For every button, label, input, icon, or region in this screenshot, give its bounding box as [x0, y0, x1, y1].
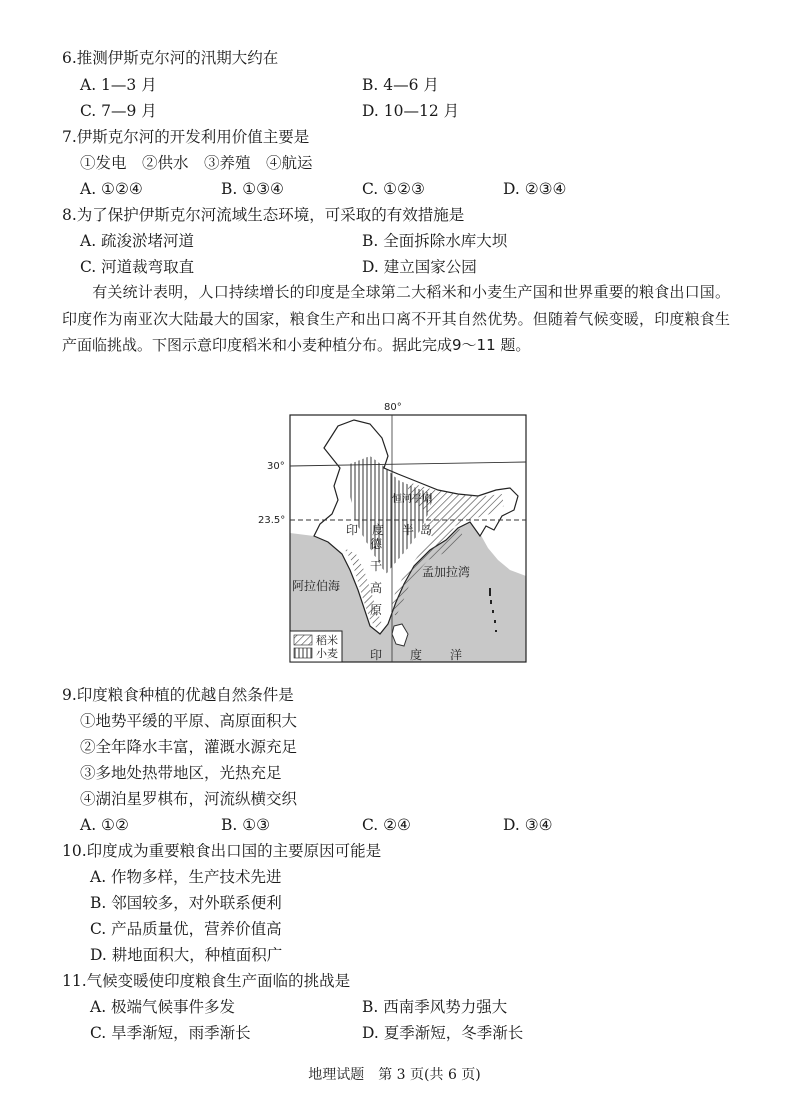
q10-option-c[interactable]: C. 产品质量优，营养价值高 — [90, 920, 282, 938]
question-11-stem: 11.气候变暖使印度粮食生产面临的挑战是 — [62, 972, 351, 990]
q9-item-2: ②全年降水丰富，灌溉水源充足 — [80, 738, 298, 756]
label-peninsula-4: 岛 — [420, 523, 433, 537]
q10-option-d[interactable]: D. 耕地面积大，种植面积广 — [90, 946, 283, 964]
label-peninsula-3: 半 — [402, 523, 415, 537]
passage-text: 有关统计表明，人口持续增长的印度是全球第二大稻米和小麦生产国和世界重要的粮食出口国。印度作为南亚次大陆最大的国家，粮食生产和出口离不开其自然优势。但随着气候变暖，印度粮食生产面临挑战。下图示意印度稻米和小麦种植分布。据此完成9～11 题。 — [62, 283, 730, 354]
q9-item-3: ③多地处热带地区，光热充足 — [80, 764, 282, 782]
label-deccan-2: 干 — [370, 559, 383, 573]
map-legend — [290, 631, 342, 662]
q8-option-b[interactable]: B. 全面拆除水库大坝 — [362, 232, 508, 250]
label-indian-ocean-2: 度 — [410, 648, 423, 662]
question-10-stem: 10.印度成为重要粮食出口国的主要原因可能是 — [62, 842, 382, 860]
q9-option-d[interactable]: D. ③④ — [503, 816, 553, 834]
label-peninsula-1: 印 — [346, 523, 359, 537]
question-9-stem: 9.印度粮食种植的优越自然条件是 — [62, 686, 294, 704]
question-7-stem: 7.伊斯克尔河的开发利用价值主要是 — [62, 128, 310, 146]
label-peninsula-2: 度 — [372, 523, 385, 537]
label-ganges-plain: 恒河平原 — [392, 494, 432, 505]
q7-option-d[interactable]: D. ②③④ — [503, 180, 567, 198]
legend-rice-swatch — [294, 635, 312, 645]
q11-option-d[interactable]: D. 夏季渐短，冬季渐长 — [362, 1024, 524, 1042]
q6-option-c[interactable]: C. 7—9 月 — [80, 102, 157, 120]
q6-option-b[interactable]: B. 4—6 月 — [362, 76, 439, 94]
legend-wheat-label: 小麦 — [316, 647, 338, 660]
label-arabian-sea: 阿拉伯海 — [292, 579, 341, 593]
q7-option-b[interactable]: B. ①③④ — [221, 180, 284, 198]
q8-option-a[interactable]: A. 疏浚淤堵河道 — [80, 232, 195, 250]
q8-option-c[interactable]: C. 河道裁弯取直 — [80, 258, 195, 276]
q7-option-a[interactable]: A. ①②④ — [80, 180, 143, 198]
q6-option-a[interactable]: A. 1—3 月 — [80, 76, 157, 94]
q6-option-d[interactable]: D. 10—12 月 — [362, 102, 460, 120]
q11-option-a[interactable]: A. 极端气候事件多发 — [90, 998, 236, 1016]
q9-option-b[interactable]: B. ①③ — [221, 816, 271, 834]
q11-option-c[interactable]: C. 旱季渐短，雨季渐长 — [90, 1024, 251, 1042]
lat-label-30: 30° — [267, 461, 285, 472]
lon-label-80: 80° — [384, 402, 402, 413]
q11-option-b[interactable]: B. 西南季风势力强大 — [362, 998, 508, 1016]
question-6-stem: 6.推测伊斯克尔河的汛期大约在 — [62, 49, 279, 67]
q9-option-a[interactable]: A. ①② — [80, 816, 129, 834]
label-deccan-1: 德 — [370, 537, 383, 551]
india-rice-wheat-map — [258, 398, 530, 664]
q10-option-a[interactable]: A. 作物多样，生产技术先进 — [90, 868, 282, 886]
legend-wheat-swatch — [294, 648, 312, 658]
label-indian-ocean-1: 印 — [370, 648, 383, 662]
q9-option-c[interactable]: C. ②④ — [362, 816, 411, 834]
label-deccan-3: 高 — [370, 581, 383, 595]
q9-item-1: ①地势平缓的平原、高原面积大 — [80, 712, 298, 730]
page-footer: 地理试题 第 3 页(共 6 页) — [308, 1067, 481, 1083]
q8-option-d[interactable]: D. 建立国家公园 — [362, 258, 477, 276]
q7-items: ①发电 ②供水 ③养殖 ④航运 — [80, 154, 313, 172]
lat-label-23-5: 23.5° — [258, 515, 286, 526]
label-bay-of-bengal: 孟加拉湾 — [422, 565, 471, 579]
label-indian-ocean-3: 洋 — [450, 648, 463, 662]
reading-passage — [62, 279, 730, 359]
q10-option-b[interactable]: B. 邻国较多，对外联系便利 — [90, 894, 282, 912]
question-8-stem: 8.为了保护伊斯克尔河流域生态环境，可采取的有效措施是 — [62, 206, 465, 224]
legend-rice-label: 稻米 — [316, 634, 338, 647]
q9-item-4: ④湖泊星罗棋布，河流纵横交织 — [80, 790, 298, 808]
label-deccan-4: 原 — [370, 603, 383, 617]
q7-option-c[interactable]: C. ①②③ — [362, 180, 425, 198]
